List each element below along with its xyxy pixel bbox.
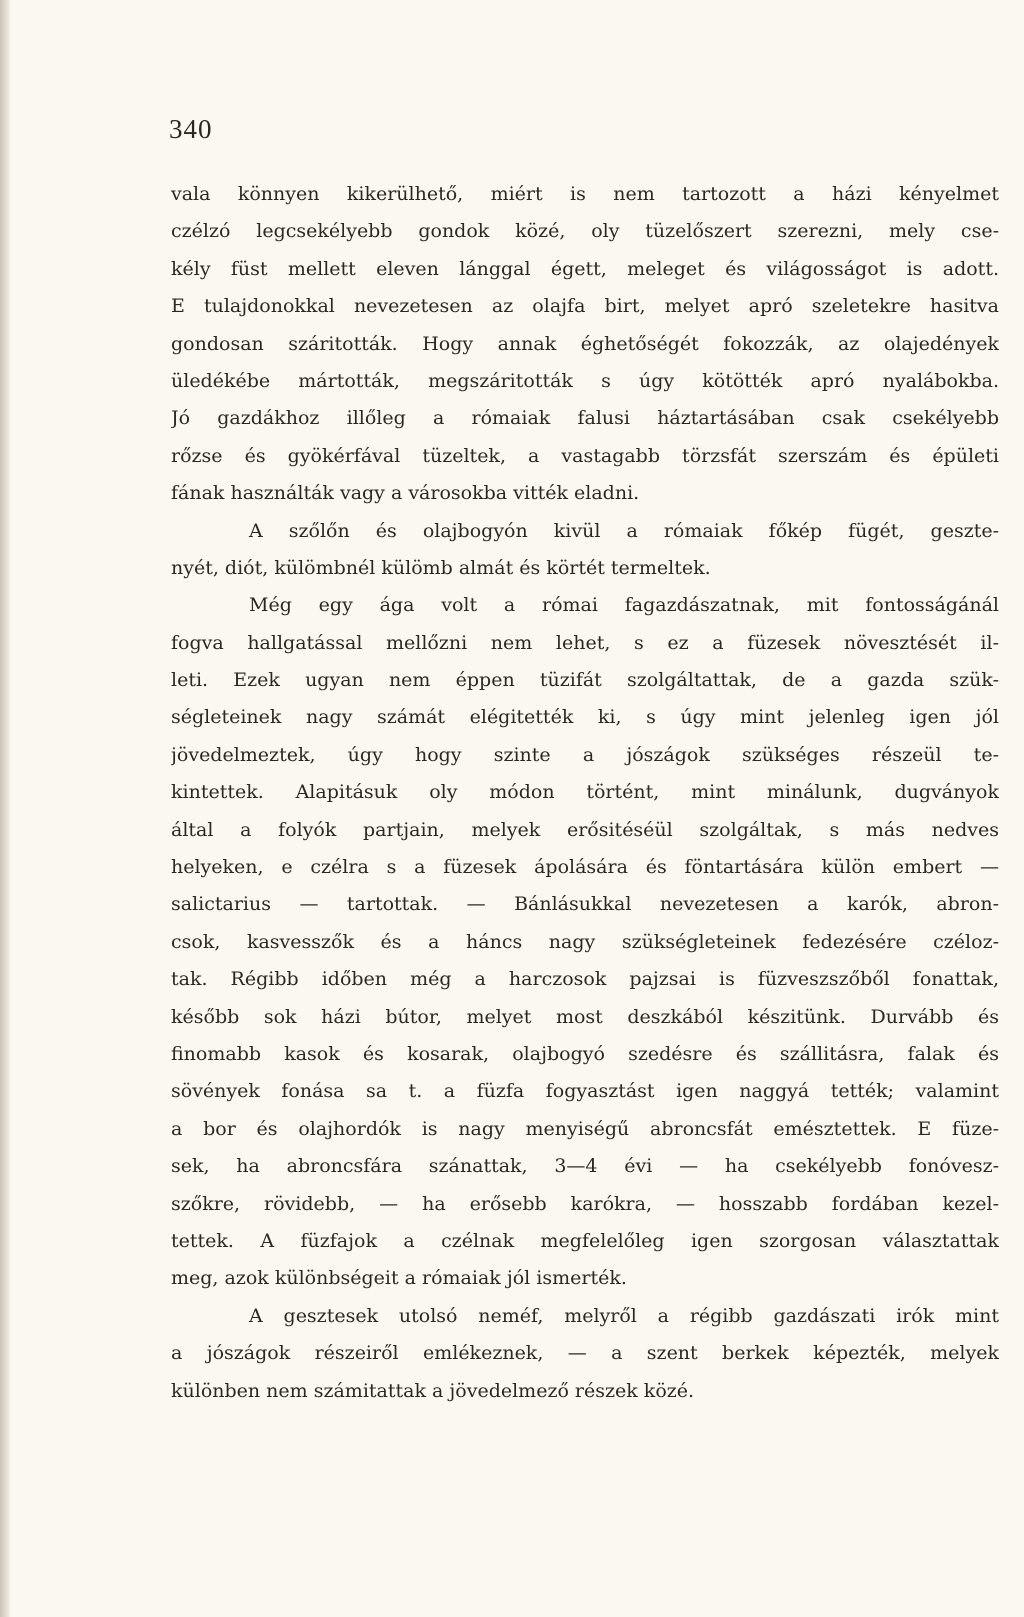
text-line: meg, azok különbségeit a rómaiak jól ismerték. <box>171 1267 627 1290</box>
text-line: leti. Ezek ugyan nem éppen tüzifát szolgáltattak, de a gazda szük- <box>171 669 999 692</box>
text-line: később sok házi bútor, melyet most deszkából készitünk. Durvább és <box>171 1005 999 1028</box>
text-line: Még egy ága volt a római fagazdászatnak, mit fontosságánál <box>249 594 999 617</box>
text-line: vala könnyen kikerülhető, miért is nem tartozott a házi kényelmet <box>171 183 999 205</box>
text-line: salictarius — tartottak. — Bánlásukkal nevezetesen a karók, abron- <box>171 893 999 916</box>
text-line: helyeken, e czélra s a füzesek ápolására és föntartására külön embert — <box>171 856 999 879</box>
text-line: A szőlőn és olajbogyón kivül a rómaiak főkép fügét, geszte- <box>249 519 999 542</box>
text-line: czélzó legcsekélyebb gondok közé, oly tüzelőszert szerezni, mely cse- <box>171 220 999 243</box>
text-line: E tulajdonokkal nevezetesen az olajfa birt, melyet apró szeletekre hasitva <box>171 295 999 318</box>
text-line: sek, ha abroncsfára szánattak, 3—4 évi — ha csekélyebb fonóvesz- <box>171 1155 999 1178</box>
text-line: csok, kasvesszők és a háncs nagy szükségleteinek fedezésére czéloz- <box>171 930 999 953</box>
text-line: sövények fonása sa t. a füzfa fogyasztást igen naggyá tették; valamint <box>171 1080 999 1103</box>
text-line: rőzse és gyökérfával tüzeltek, a vastagabb törzsfát szerszám és épületi <box>171 444 999 467</box>
text-line: kintettek. Alapitásuk oly módon történt, mint minálunk, dugványok <box>171 781 999 804</box>
text-line: fának használták vagy a városokba vitték eladni. <box>171 482 640 505</box>
text-line: kély füst mellett eleven lánggal égett, meleget és világosságot is adott. <box>171 257 999 280</box>
text-line: szőkre, rövidebb, — ha erősebb karókra, — hosszabb fordában kezel- <box>171 1192 999 1215</box>
text-line: nyét, diót, külömbnél külömb almát és körtét termeltek. <box>171 556 711 579</box>
text-line: finomabb kasok és kosarak, olajbogyó szedésre és szállitásra, falak és <box>171 1042 999 1065</box>
text-line: által a folyók partjain, melyek erősitéséül szolgáltak, s más nedves <box>171 818 999 841</box>
page-number: 340 <box>169 114 213 144</box>
text-line: A gesztesek utolsó neméf, melyről a régibb gazdászati irók mint <box>249 1304 999 1327</box>
text-line: a bor és olajhordók is nagy menyiségű abroncsfát emésztettek. E füze- <box>171 1117 999 1140</box>
text-line: különben nem számitattak a jövedelmező részek közé. <box>171 1379 695 1402</box>
text-line: Jó gazdákhoz illőleg a rómaiak falusi háztartásában csak csekélyebb <box>171 407 999 430</box>
text-line: üledékébe mártották, megszáritották s úgy kötötték apró nyalábokba. <box>171 369 999 392</box>
body-text <box>171 176 999 1410</box>
text-line: a jószágok részeiről emlékeznek, — a szent berkek képezték, melyek <box>171 1342 999 1365</box>
text-line: tak. Régibb időben még a harczosok pajzsai is füzveszszőből fonattak, <box>171 968 999 991</box>
text-line: tettek. A füzfajok a czélnak megfelelőleg igen szorgosan választattak <box>171 1229 999 1252</box>
text-line: ségleteinek nagy számát elégitették ki, s úgy mint jelenleg igen jól <box>171 706 999 729</box>
text-line: jövedelmeztek, úgy hogy szinte a jószágok szükséges részeül te- <box>171 743 999 766</box>
page-edge-shadow <box>0 0 10 1617</box>
text-line: gondosan száritották. Hogy annak éghetőségét fokozzák, az olajedények <box>171 332 999 355</box>
text-line: fogva hallgatással mellőzni nem lehet, s ez a füzesek növesztését il- <box>171 631 999 654</box>
